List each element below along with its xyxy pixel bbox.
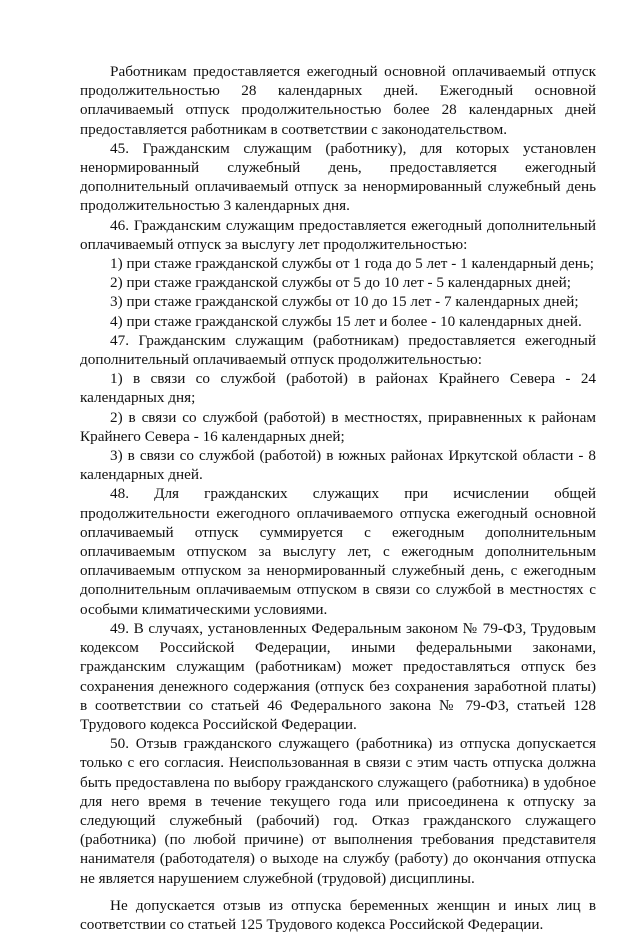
list-item-46-1: 1) при стаже гражданской службы от 1 года до 5 лет - 1 календарный день; [110, 255, 595, 273]
paragraph-49: 49. В случаях, установленных Федеральным законом № 79-ФЗ, Трудовым кодексом Российской Федерации, иными федеральными законами, гражданским служащим (работникам) может предоставляться отпуск без сохранения денежного содержания (отпуск без сохранения заработной платы) в соответствии со статьей 46 Федерального закона № 79-ФЗ, статьей 128 Трудового кодекса Российской Федерации. [80, 619, 596, 733]
list-item-46-4: 4) при стаже гражданской службы 15 лет и более - 10 календарных дней. [110, 312, 582, 330]
paragraph-gap [80, 888, 596, 896]
list-item-47-1: 1) в связи со службой (работой) в районах Крайнего Севера - 24 календарных дня; [80, 370, 596, 407]
paragraph-45: 45. Гражданским служащим (работнику), для которых установлен ненормированный служебный день, предоставляется ежегодный дополнительный оплачиваемый отпуск за ненормированный служебный день продолжительностью 3 календарных дня. [80, 139, 596, 215]
list-item-47-2: 2) в связи со службой (работой) в местностях, приравненных к районам Крайнего Севера - 16 календарных дней; [80, 408, 596, 445]
paragraph-46: 46. Гражданским служащим предоставляется ежегодный дополнительный оплачиваемый отпуск за выслугу лет продолжительностью: [80, 216, 596, 253]
list-item-46-3: 3) при стаже гражданской службы от 10 до 15 лет - 7 календарных дней; [110, 293, 579, 311]
paragraph-50: 50. Отзыв гражданского служащего (работника) из отпуска допускается только с его согласия. Неиспользованная в связи с этим часть отпуска должна быть предоставлена по выбору гражданского служащего (работника) в удобное для него время в течение текущего года или присоединена к отпуску за следующий служебный (рабочий) год. Отказ гражданского служащего (работника) (по любой причине) от выполнения требования представителя нанимателя (работодателя) о выходе на службу (работу) до окончания отпуска не является нарушением служебной (трудовой) дисциплины. [80, 735, 596, 887]
paragraph-annual-leave: Работникам предоставляется ежегодный основной оплачиваемый отпуск продолжительностью 28 календарных дней. Ежегодный основной оплачиваемый отпуск продолжительностью более 28 календарных дней предоставляется работникам в соответствии с законодательством. [80, 63, 596, 138]
list-item-47-3: 3) в связи со службой (работой) в южных районах Иркутской области - 8 календарных дней. [80, 447, 596, 484]
list-item-46-2: 2) при стаже гражданской службы от 5 до 10 лет - 5 календарных дней; [110, 274, 572, 292]
paragraph-47: 47. Гражданским служащим (работникам) предоставляется ежегодный дополнительный оплачиваемый отпуск продолжительностью: [80, 331, 596, 369]
paragraph-48: 48. Для гражданских служащих при исчислении общей продолжительности ежегодного оплачиваемого отпуска ежегодный основной оплачиваемый отпуск суммируется с ежегодным дополнительным оплачиваемым отпуском за выслугу лет, с ежегодным дополнительным оплачиваемым отпуском за ненормированный служебный день, с ежегодным дополнительным оплачиваемым отпуском в связи со службой в местностях с особыми климатическими условиями. [80, 485, 596, 618]
paragraph-recall-ban: Не допускается отзыв из отпуска беременных женщин и иных лиц в соответствии со статьей 125 Трудового кодекса Российской Федерации. [80, 896, 596, 933]
